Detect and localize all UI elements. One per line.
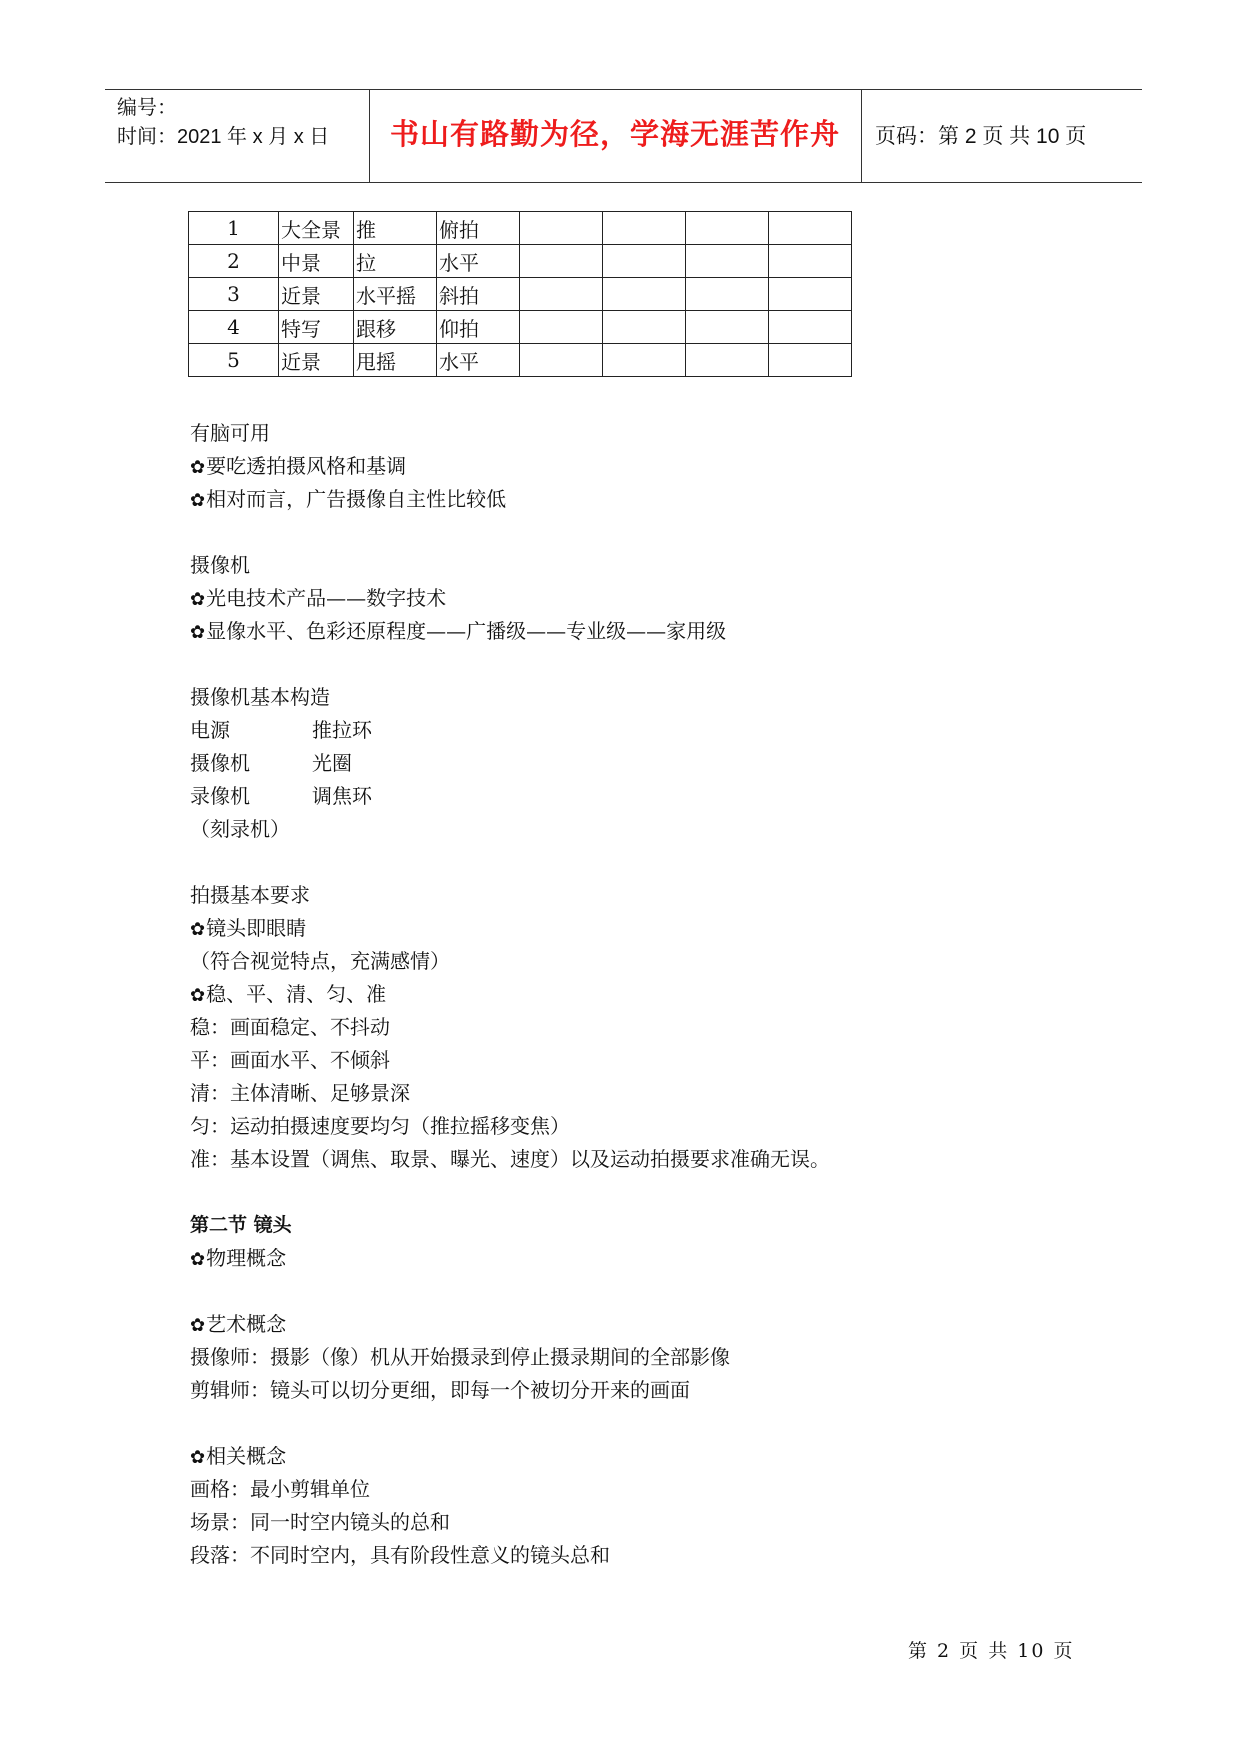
paragraph: 场景：同一时空内镜头的总和 [190,1510,450,1534]
paragraph: 清：主体清晰、足够景深 [190,1081,410,1105]
page-header [105,89,1142,183]
table-cell [603,245,686,278]
paragraph: 摄像师：摄影（像）机从开始摄录到停止摄录期间的全部影像 [190,1345,730,1369]
list-item: ✿艺术概念 [190,1312,287,1336]
table-cell: 甩摇 [354,344,437,377]
structure-row: 电源 推拉环 [190,718,372,742]
page-footer: 第 2 页 共 10 页 [908,1640,1075,1662]
table-cell [520,212,603,245]
table-cell [769,278,852,311]
flower-bullet-icon: ✿ [190,1249,206,1270]
paragraph: 平：画面水平、不倾斜 [190,1048,390,1072]
paragraph: 画格：最小剪辑单位 [190,1477,370,1501]
table-cell: 斜拍 [437,278,520,311]
paragraph: 剪辑师：镜头可以切分更细，即每一个被切分开来的画面 [190,1378,690,1402]
paragraph: 稳：画面稳定、不抖动 [190,1015,390,1039]
paragraph: 匀：运动拍摄速度要均匀（推拉摇移变焦） [190,1114,570,1138]
header-divider [861,90,862,182]
flower-bullet-icon: ✿ [190,919,206,940]
table-cell [769,245,852,278]
table-cell [520,245,603,278]
list-item: ✿相对而言，广告摄像自主性比较低 [190,487,507,511]
table-cell: 近景 [279,344,354,377]
list-item: ✿相关概念 [190,1444,287,1468]
list-item: ✿物理概念 [190,1246,287,1270]
table-cell: 跟移 [354,311,437,344]
paragraph: 段落：不同时空内，具有阶段性意义的镜头总和 [190,1543,610,1567]
flower-bullet-icon: ✿ [190,490,206,511]
section-title: 有脑可用 [190,421,270,445]
shot-table [188,211,852,377]
table-cell: 推 [354,212,437,245]
table-cell [520,311,603,344]
table-cell: 水平 [437,344,520,377]
flower-bullet-icon: ✿ [190,457,206,478]
table-cell: 大全景 [279,212,354,245]
flower-bullet-icon: ✿ [190,985,206,1006]
flower-bullet-icon: ✿ [190,1447,206,1468]
table-cell: 仰拍 [437,311,520,344]
table-row [189,278,852,311]
table-cell [686,212,769,245]
list-item: ✿显像水平、色彩还原程度——广播级——专业级——家用级 [190,619,727,643]
document-body [190,417,830,1572]
table-cell [603,311,686,344]
table-cell [520,344,603,377]
table-row [189,311,852,344]
section-title: 拍摄基本要求 [190,883,310,907]
table-cell: 水平摇 [354,278,437,311]
table-cell: 5 [189,344,279,377]
flower-bullet-icon: ✿ [190,589,206,610]
section-title: 摄像机基本构造 [190,685,330,709]
table-cell: 3 [189,278,279,311]
table-cell: 4 [189,311,279,344]
table-row [189,212,852,245]
list-item: ✿光电技术产品——数字技术 [190,586,447,610]
time-label: 时间：2021 年 x 月 x 日 [117,126,330,148]
table-cell [769,212,852,245]
paragraph: 准：基本设置（调焦、取景、曝光、速度）以及运动拍摄要求准确无误。 [190,1147,830,1171]
table-cell: 拉 [354,245,437,278]
header-meta [117,94,367,152]
structure-row: 录像机 调焦环 [190,784,372,808]
table-cell [686,311,769,344]
flower-bullet-icon: ✿ [190,622,206,643]
list-item: ✿镜头即眼睛 [190,916,307,940]
list-item: ✿稳、平、清、匀、准 [190,982,387,1006]
table-cell: 俯拍 [437,212,520,245]
structure-row: 摄像机 光圈 [190,751,352,775]
table-cell: 中景 [279,245,354,278]
table-cell [520,278,603,311]
table-row [189,344,852,377]
table-cell [603,344,686,377]
table-cell: 近景 [279,278,354,311]
table-cell [769,311,852,344]
table-cell [603,278,686,311]
section-heading: 第二节 镜头 [190,1214,292,1236]
list-item: ✿要吃透拍摄风格和基调 [190,454,407,478]
table-cell [686,245,769,278]
table-cell: 2 [189,245,279,278]
table-cell: 特写 [279,311,354,344]
table-cell [603,212,686,245]
header-page-number: 页码：第 2 页 共 10 页 [875,125,1087,148]
table-cell [686,344,769,377]
table-cell: 1 [189,212,279,245]
paragraph: （符合视觉特点，充满感情） [190,949,450,973]
header-motto: 书山有路勤为径，学海无涯苦作舟 [389,117,840,151]
serial-label: 编号： [117,97,177,119]
table-cell [686,278,769,311]
structure-note: （刻录机） [190,817,290,841]
table-row [189,245,852,278]
section-title: 摄像机 [190,553,250,577]
flower-bullet-icon: ✿ [190,1315,206,1336]
table-cell: 水平 [437,245,520,278]
table-cell [769,344,852,377]
